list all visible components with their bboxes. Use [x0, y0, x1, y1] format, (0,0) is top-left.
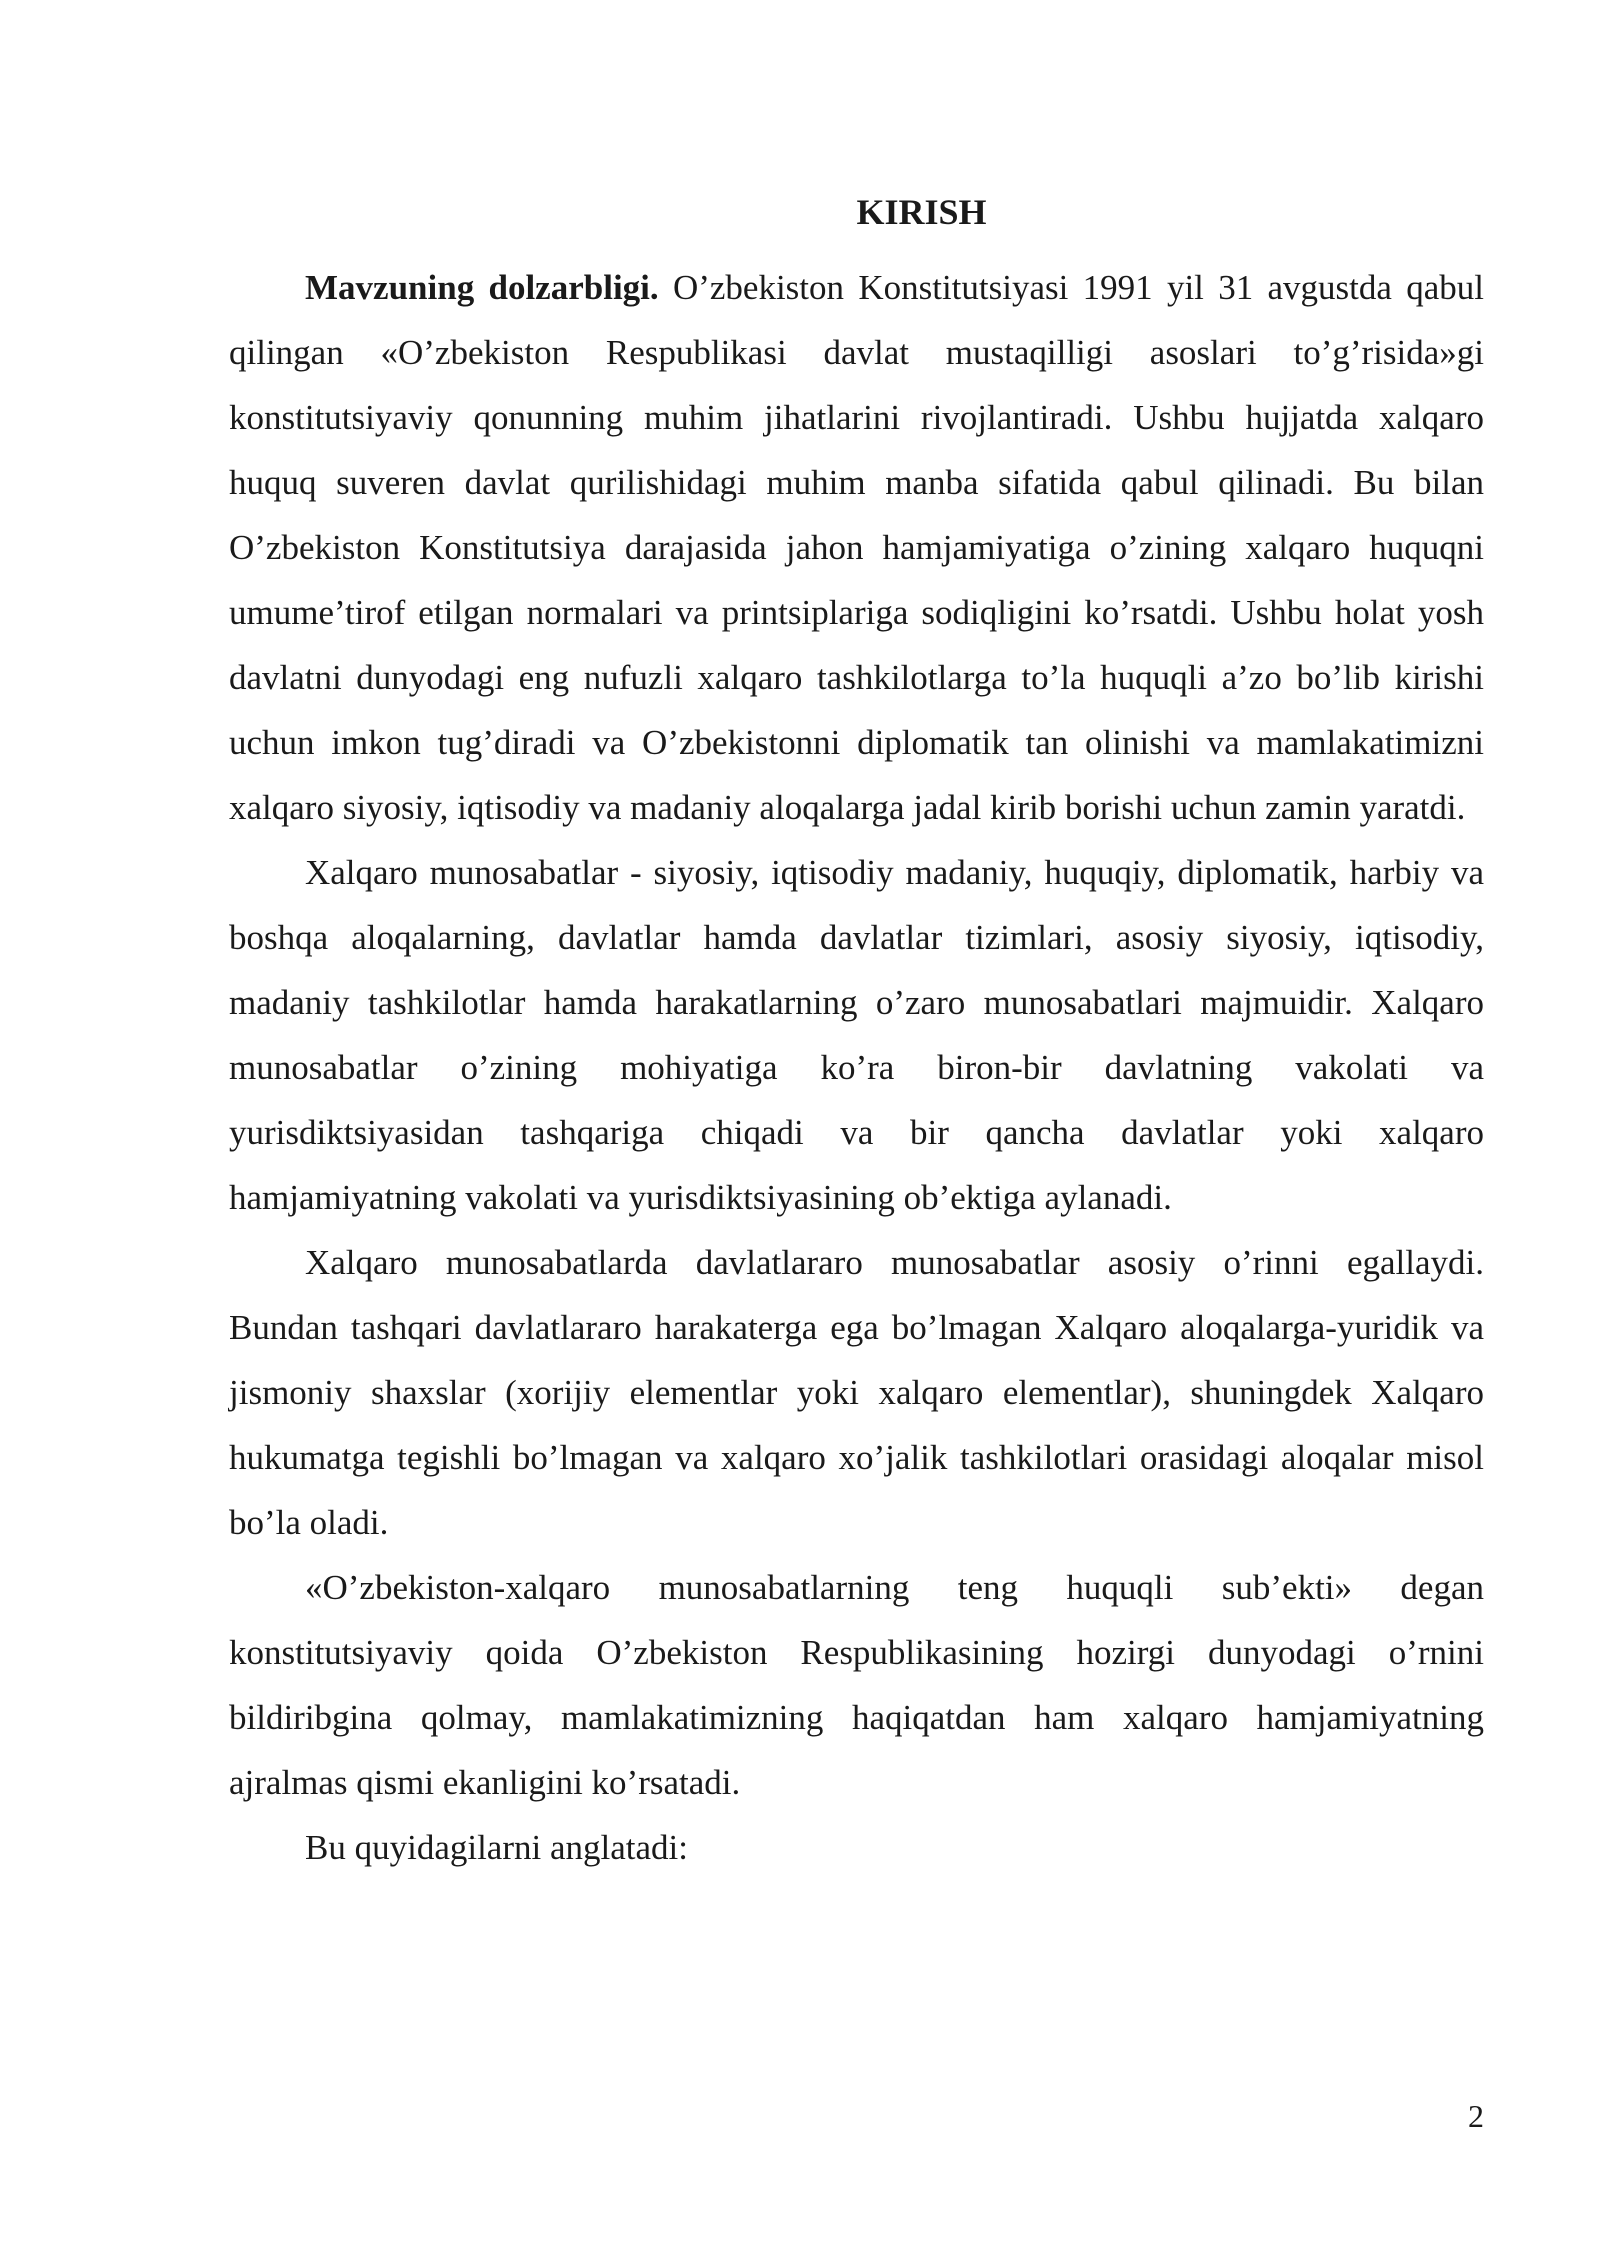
paragraph-lead: Mavzuning dolzarbligi.	[305, 268, 659, 307]
paragraph-constitutional-principle: «O’zbekiston-xalqaro munosabatlarning teng huquqli sub’ekti» degan konstitutsiyaviy qoida O’zbekiston Respublikasining hozirgi dunyodagi o’rnini bildiribgina qolmay, mamlakatimizning haqiqatdan ham xalqaro hamjamiyatning ajralmas qismi ekanligini ko’rsatadi.	[229, 1568, 1484, 1802]
paragraph-interstate-relations: Xalqaro munosabatlarda davlatlararo munosabatlar asosiy o’rinni egallaydi. Bundan tashqari davlatlararo harakaterga ega bo’lmagan Xalqaro aloqalarga-yuridik va jismoniy shaxslar (xorijiy elementlar yoki xalqaro elementlar), shuningdek Xalqaro hukumatga tegishli bo’lmagan va xalqaro xo’jalik tashkilotlari orasidagi aloqalar misol bo’la oladi.	[229, 1243, 1484, 1542]
page-number: 2	[1468, 2098, 1484, 2134]
paragraph-meaning: Bu quyidagilarni anglatadi:	[305, 1828, 688, 1867]
document-page	[229, 190, 1484, 1880]
page-title: KIRISH	[856, 192, 987, 232]
paragraph-text: O’zbekiston Konstitutsiyasi 1991 yil 31 avgustda qabul qilingan «O’zbekiston Respublikasi davlat mustaqilligi asoslari to’g’risida»gi konstitutsiyaviy qonunning muhim jihatlarini rivojlantiradi. Ushbu hujjatda xalqaro huquq suveren davlat qurilishidagi muhim manba sifatida qabul qilinadi. Bu bilan O’zbekiston Konstitutsiya darajasida jahon hamjamiyatiga o’zining xalqaro huquqni umume’tirof etilgan normalari va printsiplariga sodiqligini ko’rsatdi. Ushbu holat yosh davlatni dunyodagi eng nufuzli xalqaro tashkilotlarga to’la huquqli a’zo bo’lib kirishi uchun imkon tug’diradi va O’zbekistonni diplomatik tan olinishi va mamlakatimizni xalqaro siyosiy, iqtisodiy va madaniy aloqalarga jadal kirib borishi uchun zamin yaratdi.	[229, 268, 1484, 827]
paragraph-relevance	[229, 255, 1484, 840]
paragraph-international-relations: Xalqaro munosabatlar - siyosiy, iqtisodiy madaniy, huquqiy, diplomatik, harbiy va boshqa aloqalarning, davlatlar hamda davlatlar tizimlari, asosiy siyosiy, iqtisodiy, madaniy tashkilotlar hamda harakatlarning o’zaro munosabatlari majmuidir. Xalqaro munosabatlar o’zining mohiyatiga ko’ra biron-bir davlatning vakolati va yurisdiktsiyasidan tashqariga chiqadi va bir qancha davlatlar yoki xalqaro hamjamiyatning vakolati va yurisdiktsiyasining ob’ektiga aylanadi.	[229, 853, 1484, 1217]
